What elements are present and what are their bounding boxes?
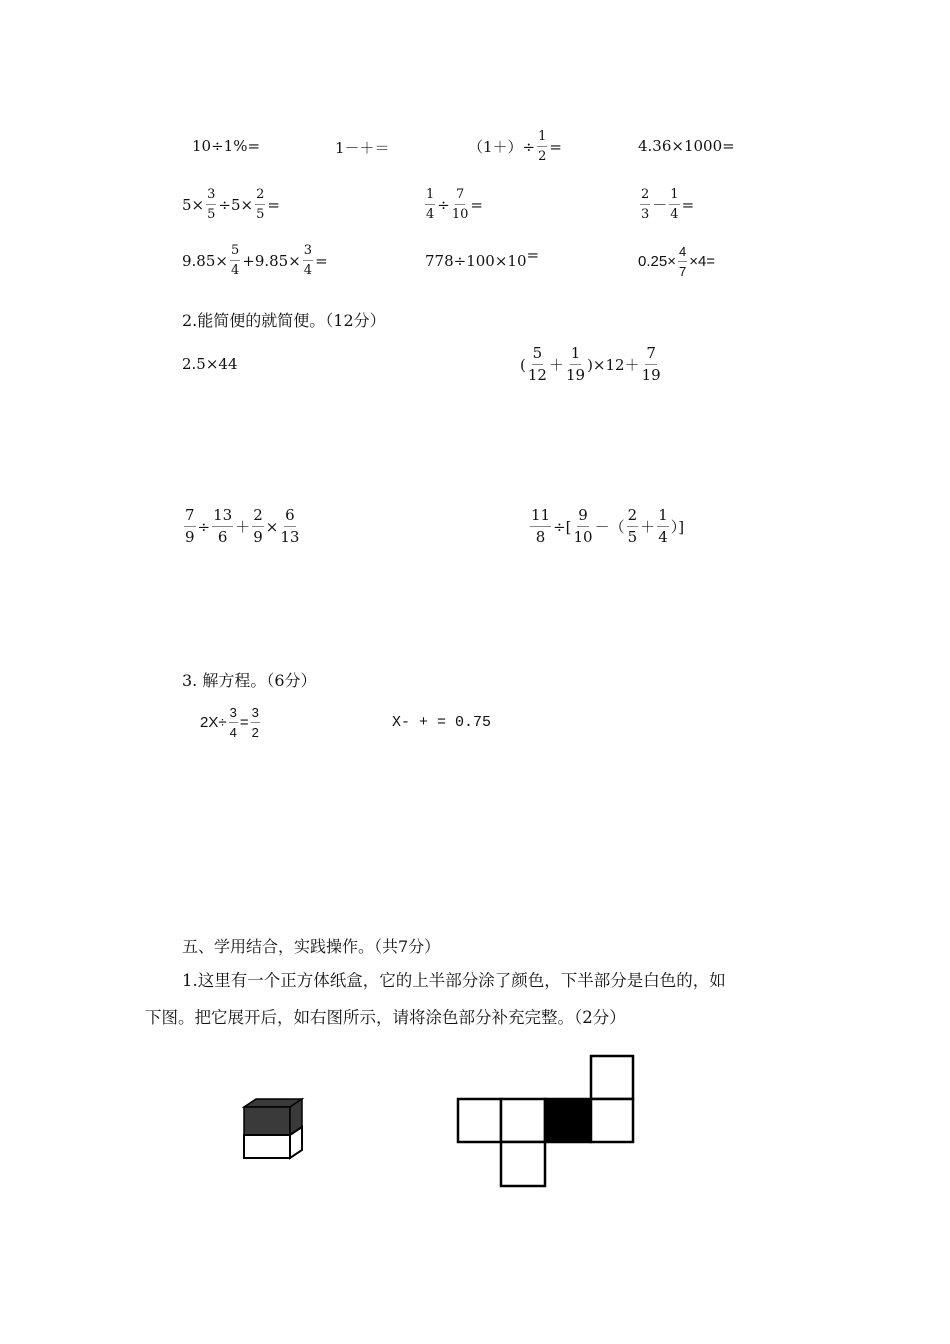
calc-1-1: 10÷1%= [192,137,261,155]
net-square-4 [591,1099,633,1142]
calc-2-2: $\frac{1}{4}$ ÷ $\frac{7}{10}$ = [426,187,483,222]
calc-1-2: 1－＋＝ [335,139,390,157]
problem-2-1: 2.5×44 [182,355,238,373]
calc-3-1: 9.85× $\frac{5}{4}$ +9.85× $\frac{3}{4}$ = [182,243,328,278]
calc-3-3: 0.25× $\frac{4}{7}$ ×4= [638,244,716,279]
section-2-title: 2.能简便的就简便。（12分） [182,311,386,330]
calc-3-2: 778÷100×10= [425,246,540,270]
net-square-1 [458,1099,501,1142]
net-square-shaded [545,1099,591,1142]
equation-1: 2X÷ $\frac{3}{4}$ = $\frac{3}{2}$ [200,705,259,740]
cube-upper-front [244,1107,290,1135]
problem-2-3: $\frac{7}{9}$ ÷ $\frac{13}{6}$ ＋ $\frac{2}{9}$ × $\frac{6}{13}$ [185,506,300,546]
equation-2: X- + = 0.75 [392,714,492,731]
problem-2-2: ( $\frac{5}{12}$ ＋ $\frac{1}{19}$ )×12＋ $\frac{7}{19}$ [520,344,661,384]
calc-1-3: （1＋）÷ $\frac{1}{2}$ = [468,129,562,164]
calc-2-1: 5× $\frac{3}{5}$ ÷5× $\frac{2}{5}$ = [182,187,280,222]
calc-1-4: 4.36×1000= [638,137,735,155]
section-5-title: 五、学用结合，实践操作。（共7分） [182,937,441,956]
calc-2-3: $\frac{2}{3}$ － $\frac{1}{4}$ = [641,187,695,222]
question-5-1: 1.这里有一个正方体纸盒，它的上半部分涂了颜色，下半部分是白色的，如 下图。把它展开后，如右图所示，请将涂色部分补充完整。（2分） [145,971,726,1027]
problem-2-4: $\frac{11}{8}$ ÷[ $\frac{9}{10}$ －（ $\frac{2}{5}$ ＋ $\frac{1}{4}$ ）] [531,506,685,546]
section-3-title: 3. 解方程。（6分） [182,671,317,690]
net-square-bottom [501,1142,545,1186]
net-square-top-right [591,1056,633,1099]
net-square-2 [501,1099,545,1142]
cube-net-figure [455,1054,639,1190]
cube-figure [238,1094,308,1162]
cube-lower-front [244,1135,290,1158]
